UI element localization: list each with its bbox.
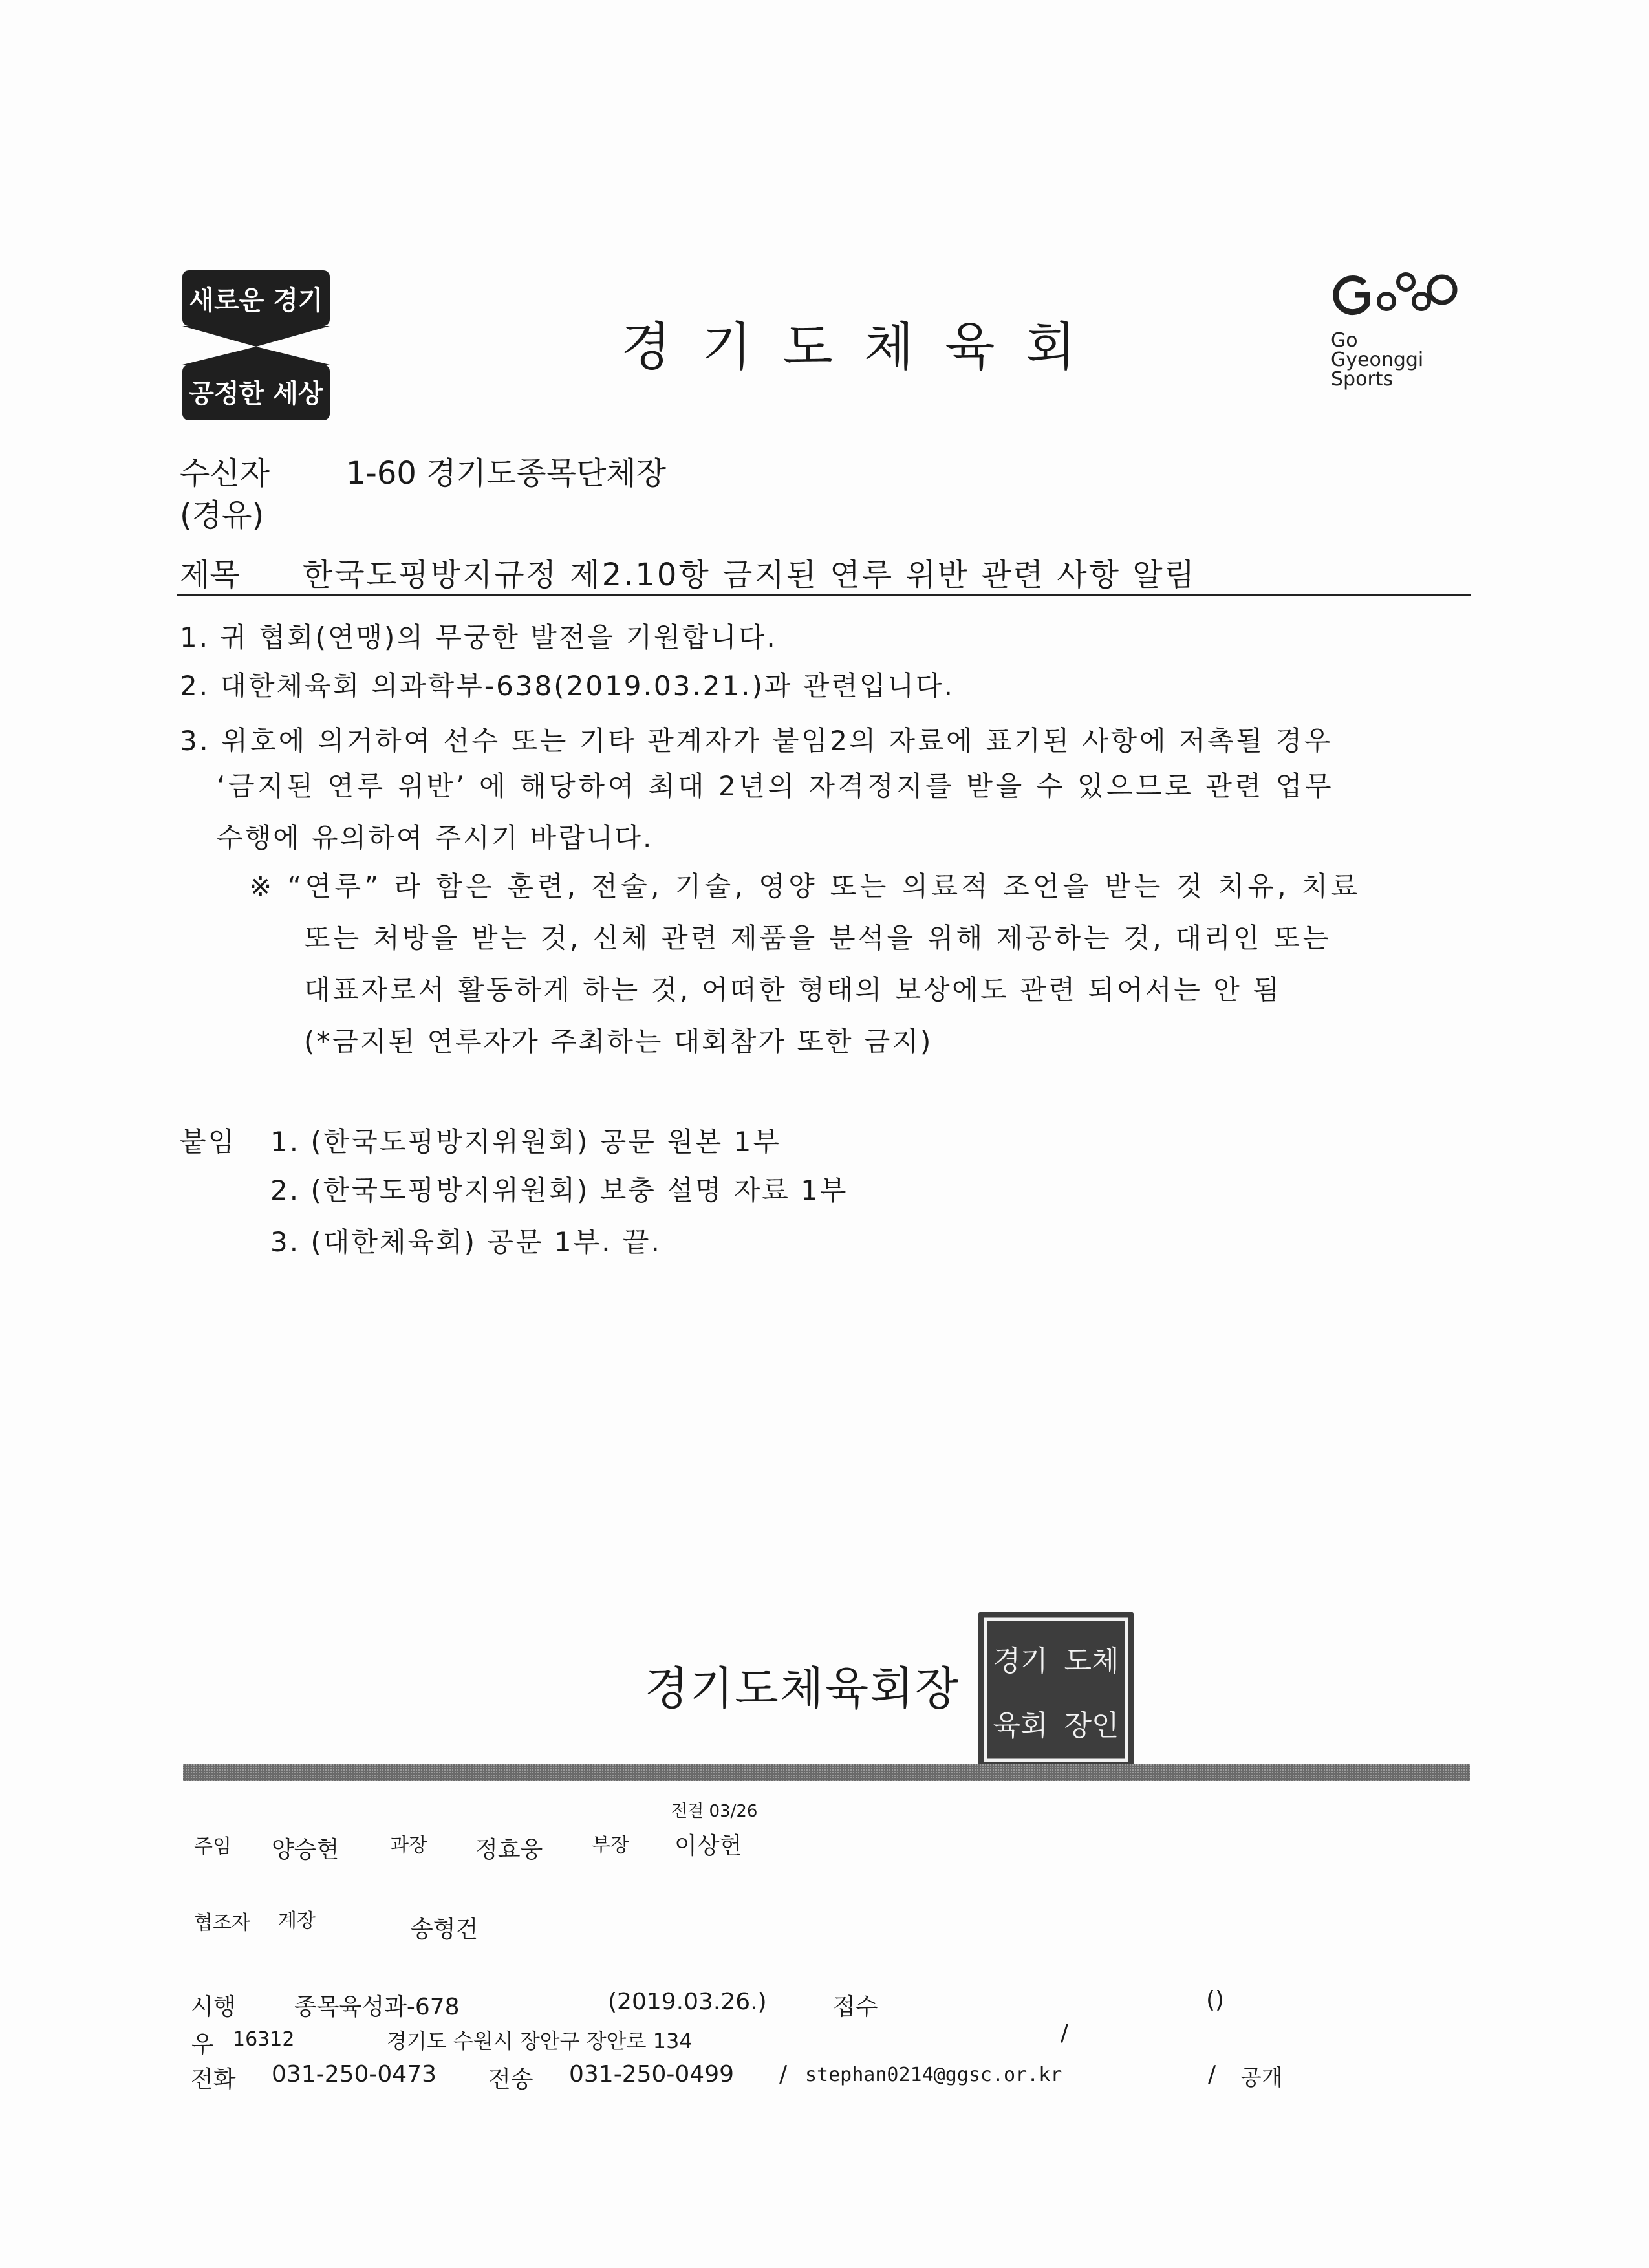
svg-text:장인: 장인 [1064,1709,1119,1742]
body-item-3-line: 수행에 유의하여 주시기 바랍니다. [217,822,654,854]
go-gyeonggi-sports-logo [1331,264,1460,413]
tel-label: 전화 [191,2066,236,2093]
via-label: (경유) [180,497,264,534]
email-separator: / [779,2061,788,2088]
svg-text:경기: 경기 [993,1645,1048,1678]
body-item-3-line: ‘금지된 연루 위반’ 에 해당하여 최대 2년의 자격정지를 받을 수 있으므로 관련 업무 [217,770,1335,802]
receipt-value: () [1206,1987,1225,2013]
attachment-item: 1. (한국도핑방지위원회) 공문 원본 1부 [270,1126,781,1158]
approval-note: 전결 03/26 [671,1802,758,1821]
recipient-value: 1-60 경기도종목단체장 [346,455,667,491]
subject-divider [177,594,1471,596]
execution-date: (2019.03.26.) [608,1989,767,2015]
email-address: stephan0214@ggsc.or.kr [805,2064,1062,2086]
svg-text:도체: 도체 [1064,1645,1119,1678]
brand-line-gyeonggi: Gyeonggi [1331,349,1424,371]
body-item-2: 2. 대한체육회 의과학부-638(2019.03.21.)과 관련입니다. [180,670,954,702]
receipt-label: 접수 [833,1994,878,2020]
org-title: 경기도체육회 [621,317,1107,377]
go-rings-icon [1331,264,1460,329]
approval-name: 정효웅 [475,1837,543,1863]
slogan-bottom-text: 공정한 세상 [189,379,323,409]
execution-doc-number: 종목육성과-678 [294,1994,460,2020]
body-item-3-line: 3. 위호에 의거하여 선수 또는 기타 관계자가 붙임2의 자료에 표기된 사항에 저촉될 경우 [180,725,1333,757]
approval-name: 이상헌 [674,1833,742,1859]
disclosure-status: 공개 [1240,2065,1283,2091]
execution-label: 시행 [191,1994,236,2020]
slogan-logo [182,270,330,420]
zip-value: 16312 [233,2028,295,2051]
cooperator-role: 계장 [278,1910,316,1932]
cooperator-name: 송형건 [411,1916,479,1943]
attachments-label: 붙임 [180,1126,237,1158]
note-line: 대표자로서 활동하게 하는 것, 어떠한 형태의 보상에도 관련 되어서는 안 됨 [304,974,1282,1006]
subject-value: 한국도핑방지규정 제2.10항 금지된 연루 위반 관련 사항 알림 [303,557,1197,593]
signature-divider [183,1764,1470,1781]
approval-role: 주임 [194,1835,232,1858]
body-item-1: 1. 귀 협회(연맹)의 무궁한 발전을 기원합니다. [180,621,777,653]
fax-label: 전송 [488,2066,534,2093]
recipient-label: 수신자 [180,455,270,491]
slogan-top-text: 새로운 경기 [189,286,323,316]
note-line: 또는 처방을 받는 것, 신체 관련 제품을 분석을 위해 제공하는 것, 대리인 또는 [304,922,1331,954]
official-seal [975,1609,1137,1771]
fax-value: 031-250-0499 [569,2061,735,2088]
brand-line-sports: Sports [1331,368,1394,391]
address: 경기도 수원시 장안구 장안로 134 [387,2029,693,2053]
cooperator-label: 협조자 [194,1912,250,1934]
approval-role: 과장 [390,1834,427,1857]
public-separator: / [1208,2061,1216,2088]
brand-line-go: Go [1331,329,1358,352]
note-line: (*금지된 연루자가 주최하는 대회참가 또한 금지) [304,1026,933,1057]
zip-label: 우 [191,2031,214,2058]
approval-name: 양승현 [272,1837,339,1863]
address-separator: / [1061,2020,1069,2046]
note-line: ※ “연루” 라 함은 훈련, 전술, 기술, 영양 또는 의료적 조언을 받는 것 치유, 치료 [249,870,1361,902]
signatory-title: 경기도체육회장 [645,1662,960,1715]
attachment-item: 3. (대한체육회) 공문 1부. 끝. [270,1226,662,1258]
svg-text:육회: 육회 [993,1709,1048,1742]
subject-label: 제목 [180,557,240,593]
approval-role: 부장 [592,1834,629,1857]
tel-value: 031-250-0473 [272,2061,437,2088]
attachment-item: 2. (한국도핑방지위원회) 보충 설명 자료 1부 [270,1174,848,1206]
